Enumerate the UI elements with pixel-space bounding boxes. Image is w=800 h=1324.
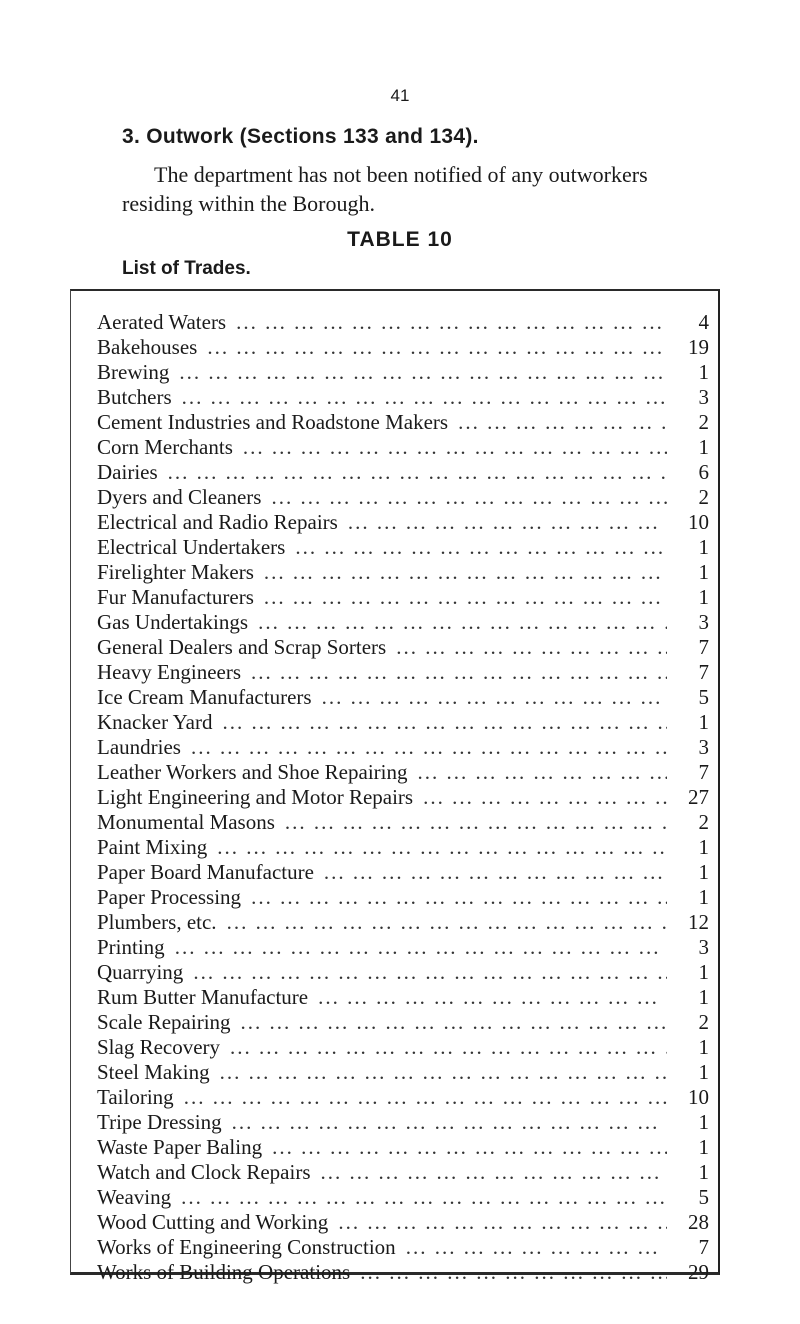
table-row — [97, 735, 709, 760]
dot-leader — [423, 785, 667, 810]
trade-name: Printing — [97, 935, 165, 959]
trade-count: 1 — [698, 835, 709, 859]
table-row — [97, 710, 709, 735]
trade-name: Monumental Masons — [97, 810, 275, 834]
dot-leader — [184, 1085, 667, 1110]
dot-leader — [406, 1235, 667, 1260]
trade-name: Scale Repairing — [97, 1010, 231, 1034]
dot-leader — [207, 335, 667, 360]
trade-count: 5 — [698, 685, 709, 709]
trade-count: 10 — [688, 1085, 709, 1109]
table-subtitle: List of Trades. — [122, 258, 251, 279]
dot-leader — [360, 1260, 667, 1285]
table-row — [97, 610, 709, 635]
table-row — [97, 1110, 709, 1135]
table-row — [97, 410, 709, 435]
table-row — [97, 910, 709, 935]
table-row — [97, 310, 709, 335]
trade-name: Electrical and Radio Repairs — [97, 510, 338, 534]
table-row — [97, 1085, 709, 1110]
dot-leader — [396, 635, 667, 660]
dot-leader — [322, 685, 667, 710]
table-row — [97, 860, 709, 885]
table-row — [97, 435, 709, 460]
trade-count: 1 — [698, 1160, 709, 1184]
trade-count: 1 — [698, 1135, 709, 1159]
trade-name: Bakehouses — [97, 335, 198, 359]
trade-count: 3 — [698, 610, 709, 634]
table-row — [97, 685, 709, 710]
trade-name: Tailoring — [97, 1085, 174, 1109]
trade-name: Fur Manufacturers — [97, 585, 254, 609]
trade-count: 1 — [698, 360, 709, 384]
trade-count: 6 — [698, 460, 709, 484]
table-title: TABLE 10 — [347, 228, 453, 251]
trade-name: Corn Merchants — [97, 435, 233, 459]
dot-leader — [191, 735, 667, 760]
table-row — [97, 585, 709, 610]
trade-count: 1 — [698, 885, 709, 909]
trade-count: 5 — [698, 1185, 709, 1209]
trade-count: 19 — [688, 335, 709, 359]
trade-name: Aerated Waters — [97, 310, 227, 334]
table-row — [97, 460, 709, 485]
page-number: 41 — [390, 86, 410, 105]
dot-leader — [321, 1160, 668, 1185]
trade-name: Waste Paper Baling — [97, 1135, 263, 1159]
trade-name: Rum Butter Manufacture — [97, 985, 309, 1009]
table-row — [97, 985, 709, 1010]
trade-count: 4 — [698, 310, 709, 334]
trade-name: Electrical Undertakers — [97, 535, 286, 559]
trade-count: 3 — [698, 935, 709, 959]
trade-name: Wood Cutting and Working — [97, 1210, 329, 1234]
trade-count: 7 — [698, 1235, 709, 1259]
table-row — [97, 1185, 709, 1210]
trade-name: Butchers — [97, 385, 172, 409]
dot-leader — [193, 960, 667, 985]
trade-name: Cement Industries and Roadstone Makers — [97, 410, 449, 434]
table-row — [97, 1260, 709, 1285]
dot-leader — [182, 385, 667, 410]
dot-leader — [318, 985, 667, 1010]
dot-leader — [458, 410, 667, 435]
dot-leader — [324, 860, 667, 885]
trade-name: Gas Undertakings — [97, 610, 249, 634]
trade-count: 1 — [698, 1110, 709, 1134]
dot-leader — [179, 360, 667, 385]
dot-leader — [285, 810, 667, 835]
table-row — [97, 1010, 709, 1035]
table-row — [97, 510, 709, 535]
dot-leader — [175, 935, 667, 960]
dot-leader — [271, 485, 667, 510]
dot-leader — [227, 910, 667, 935]
trade-count: 12 — [688, 910, 709, 934]
dot-leader — [251, 885, 667, 910]
trade-count: 1 — [698, 435, 709, 459]
trade-count: 2 — [698, 485, 709, 509]
trades-table — [70, 289, 720, 1284]
trade-count: 3 — [698, 385, 709, 409]
trade-name: Works of Building Operations — [97, 1260, 351, 1284]
dot-leader — [258, 610, 667, 635]
trade-count: 27 — [688, 785, 709, 809]
trade-count: 1 — [698, 960, 709, 984]
trade-count: 1 — [698, 585, 709, 609]
trade-count: 2 — [698, 1010, 709, 1034]
dot-leader — [236, 310, 667, 335]
dot-leader — [272, 1135, 667, 1160]
dot-leader — [222, 710, 667, 735]
table-row — [97, 785, 709, 810]
table-row — [97, 810, 709, 835]
table-row — [97, 1035, 709, 1060]
trade-count: 3 — [698, 735, 709, 759]
trade-name: Paper Board Manufacture — [97, 860, 314, 884]
table-row — [97, 535, 709, 560]
trade-name: Knacker Yard — [97, 710, 213, 734]
dot-leader — [230, 1035, 667, 1060]
dot-leader — [418, 760, 668, 785]
dot-leader — [168, 460, 667, 485]
trade-name: Plumbers, etc. — [97, 910, 217, 934]
trade-name: General Dealers and Scrap Sorters — [97, 635, 387, 659]
trade-name: Works of Engineering Construction — [97, 1235, 396, 1259]
table-row — [97, 485, 709, 510]
table-row — [97, 760, 709, 785]
intro-paragraph: The department has not been notified of any outworkers residing within the Borough. — [122, 162, 648, 216]
table-row — [97, 835, 709, 860]
trade-name: Ice Cream Manufacturers — [97, 685, 312, 709]
dot-leader — [251, 660, 667, 685]
trade-name: Paint Mixing — [97, 835, 208, 859]
trade-count: 2 — [698, 810, 709, 834]
trade-count: 10 — [688, 510, 709, 534]
dot-leader — [232, 1110, 667, 1135]
trade-count: 1 — [698, 1060, 709, 1084]
trade-count: 1 — [698, 985, 709, 1009]
table-row — [97, 1060, 709, 1085]
dot-leader — [295, 535, 667, 560]
trade-name: Light Engineering and Motor Repairs — [97, 785, 414, 809]
trade-name: Laundries — [97, 735, 181, 759]
trade-name: Heavy Engineers — [97, 660, 242, 684]
table-row — [97, 335, 709, 360]
table-row — [97, 1160, 709, 1185]
trade-name: Leather Workers and Shoe Repairing — [97, 760, 408, 784]
dot-leader — [338, 1210, 667, 1235]
trade-count: 29 — [688, 1260, 709, 1284]
table-row — [97, 385, 709, 410]
trade-name: Quarrying — [97, 960, 184, 984]
table-row — [97, 635, 709, 660]
trade-name: Dyers and Cleaners — [97, 485, 262, 509]
trade-name: Dairies — [97, 460, 158, 484]
trade-name: Weaving — [97, 1185, 172, 1209]
dot-leader — [264, 585, 667, 610]
dot-leader — [220, 1060, 667, 1085]
trade-count: 7 — [698, 760, 709, 784]
trade-name: Steel Making — [97, 1060, 210, 1084]
table-row — [97, 935, 709, 960]
table-row — [97, 1235, 709, 1260]
table-row — [97, 360, 709, 385]
trade-count: 1 — [698, 1035, 709, 1059]
dot-leader — [348, 510, 667, 535]
trade-name: Slag Recovery — [97, 1035, 221, 1059]
trade-count: 1 — [698, 560, 709, 584]
trade-count: 1 — [698, 860, 709, 884]
trade-count: 7 — [698, 635, 709, 659]
table-row — [97, 560, 709, 585]
trade-list — [97, 310, 709, 1285]
trade-count: 28 — [688, 1210, 709, 1234]
dot-leader — [181, 1185, 667, 1210]
dot-leader — [243, 435, 667, 460]
trade-count: 1 — [698, 535, 709, 559]
section-heading: 3. Outwork (Sections 133 and 134). — [122, 125, 479, 148]
trade-name: Watch and Clock Repairs — [97, 1160, 311, 1184]
table-row — [97, 660, 709, 685]
trade-count: 2 — [698, 410, 709, 434]
dot-leader — [264, 560, 667, 585]
table-row — [97, 1135, 709, 1160]
trade-name: Tripe Dressing — [97, 1110, 222, 1134]
table-row — [97, 1210, 709, 1235]
trade-name: Firelighter Makers — [97, 560, 254, 584]
trade-name: Brewing — [97, 360, 170, 384]
dot-leader — [241, 1010, 667, 1035]
table-row — [97, 885, 709, 910]
trade-count: 7 — [698, 660, 709, 684]
trade-name: Paper Processing — [97, 885, 242, 909]
table-row — [97, 960, 709, 985]
trade-count: 1 — [698, 710, 709, 734]
dot-leader — [217, 835, 667, 860]
